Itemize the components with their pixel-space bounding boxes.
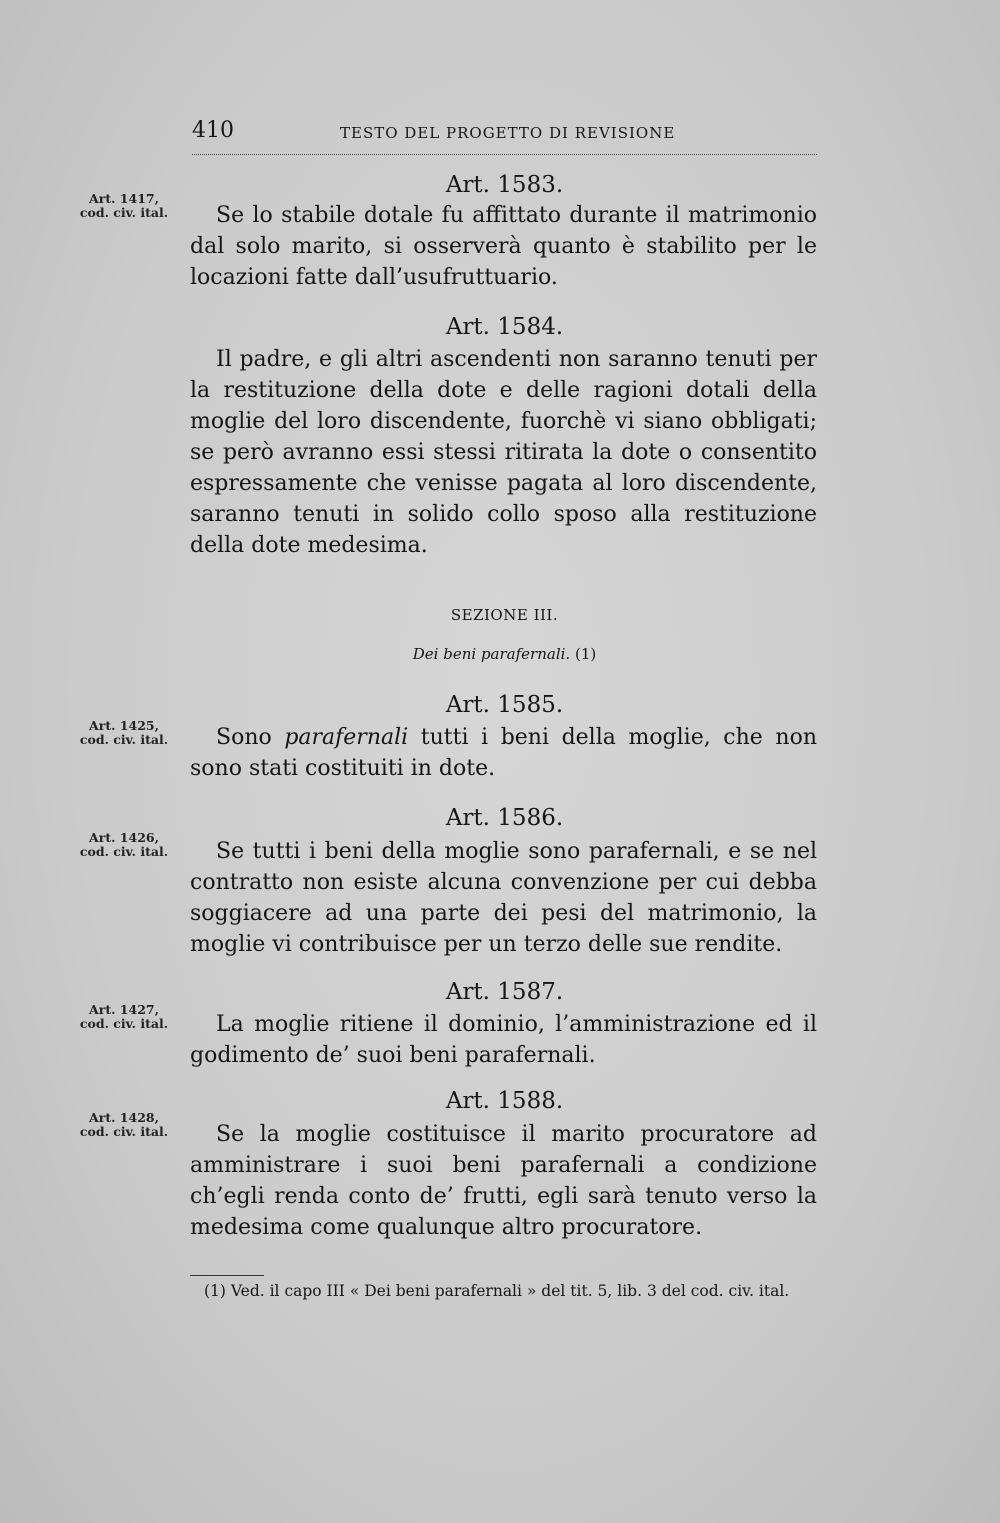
section-title: SEZIONE III.	[450, 606, 559, 624]
article-1584-text: Il padre, e gli altri ascendenti non saranno tenuti per la restituzione della dote e delle ragioni dotali della moglie del loro discendente, fuorchè vi siano obbligati; se però avranno essi stessi ritirata la dote o consentito espressamente che venisse pagata al loro discendente, saranno tenuti in solido collo sposo alla restituzione della dote medesima.	[190, 347, 817, 558]
section-subtitle-text: Dei beni parafernali.	[412, 645, 571, 663]
margin-note-1588: Art. 1428, cod. civ. ital.	[79, 1110, 169, 1139]
article-1588-text: Se la moglie costituisce il marito procuratore ad amministrare i suoi beni parafernali a condizione ch’egli renda conto de’ frutti, egli sarà tenuto verso la medesima come qualunque altro procuratore.	[190, 1122, 817, 1240]
article-1585-title: Art. 1585.	[445, 692, 564, 718]
margin-note-1586: Art. 1426, cod. civ. ital.	[79, 830, 169, 859]
section-subtitle	[192, 645, 817, 663]
article-1583-title: Art. 1583.	[445, 172, 564, 198]
page-number: 410	[192, 118, 234, 143]
article-1586-title: Art. 1586.	[445, 805, 564, 831]
margin-note-1587: Art. 1427, cod. civ. ital.	[79, 1002, 169, 1031]
article-1588-title: Art. 1588.	[445, 1088, 564, 1114]
margin-note-1583: Art. 1417, cod. civ. ital.	[79, 191, 169, 220]
article-1586-text: Se tutti i beni della moglie sono parafernali, e se nel contratto non esiste alcuna convenzione per cui debba soggiacere ad una parte dei pesi del matrimonio, la moglie vi contribuisce per un terzo delle sue rendite.	[190, 839, 817, 957]
term-parafernali: parafernali	[284, 725, 409, 750]
page-header	[192, 118, 817, 155]
article-1585-text: Sono parafernali tutti i beni della moglie, che non sono stati costituiti in dote.	[190, 725, 817, 781]
margin-note-1585: Art. 1425, cod. civ. ital.	[79, 718, 169, 747]
article-1583-text: Se lo stabile dotale fu affittato durante il matrimonio dal solo marito, si osserverà quanto è stabilito per le locazioni fatte dall’usufruttuario.	[190, 203, 817, 290]
article-1584-title: Art. 1584.	[445, 314, 564, 340]
article-1587-title: Art. 1587.	[445, 979, 564, 1005]
article-1587-text: La moglie ritiene il dominio, l’amministrazione ed il godimento de’ suoi beni parafernali.	[190, 1012, 817, 1068]
footnote-rule	[190, 1275, 264, 1276]
section-note-ref: (1)	[574, 645, 597, 663]
footnote: (1) Ved. il capo III « Dei beni parafernali » del tit. 5, lib. 3 del cod. civ. ital.	[204, 1282, 790, 1300]
running-head: TESTO DEL PROGETTO DI REVISIONE	[340, 124, 676, 142]
